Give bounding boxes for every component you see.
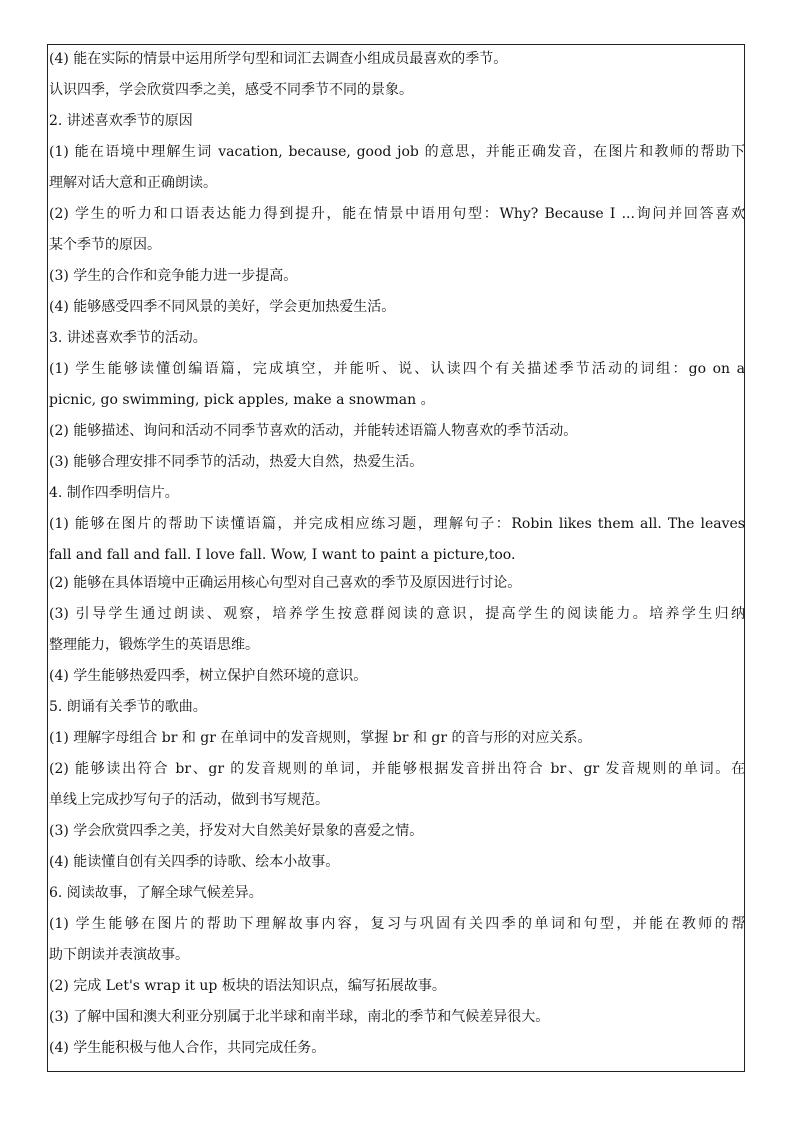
section-heading: 6. 阅读故事，了解全球气候差异。 xyxy=(49,885,263,901)
text-line: (4) 学生能积极与他人合作，共同完成任务。 xyxy=(49,1040,326,1056)
section-heading: 5. 朗诵有关季节的歌曲。 xyxy=(49,699,207,715)
text-line: (1) 理解字母组合 br 和 gr 在单词中的发音规则，掌握 br 和 gr 的音与形的对应关系。 xyxy=(49,730,592,746)
text-line: (2) 学生的听力和口语表达能力得到提升，能在情景中语用句型：Why? Because I ...询问并回答喜欢 xyxy=(49,206,745,222)
section-heading: 3. 讲述喜欢季节的活动。 xyxy=(49,330,207,346)
text-line: (2) 能够读出符合 br、gr 的发音规则的单词，并能够根据发音拼出符合 br、gr 发音规则的单词。在 xyxy=(49,761,745,777)
text-line: (4) 能在实际的情景中运用所学句型和词汇去调查小组成员最喜欢的季节。 xyxy=(49,51,508,67)
text-line: fall and fall and fall. I love fall. Wow, I want to paint a picture,too. xyxy=(49,547,516,563)
text-line: (2) 能够描述、询问和活动不同季节喜欢的活动，并能转述语篇人物喜欢的季节活动。 xyxy=(49,423,578,439)
text-line: (2) 能够在具体语境中正确运用核心句型对自己喜欢的季节及原因进行讨论。 xyxy=(49,575,522,591)
text-line: (3) 学会欣赏四季之美，抒发对大自然美好景象的喜爱之情。 xyxy=(49,823,424,839)
section-heading: 2. 讲述喜欢季节的原因 xyxy=(49,113,193,129)
text-line: (4) 能够感受四季不同风景的美好，学会更加热爱生活。 xyxy=(49,299,396,315)
text-line: (4) 学生能够热爱四季，树立保护自然环境的意识。 xyxy=(49,668,368,684)
text-line: (4) 能读懂自创有关四季的诗歌、绘本小故事。 xyxy=(49,854,340,870)
text-line: (3) 引导学生通过朗读、观察，培养学生按意群阅读的意识，提高学生的阅读能力。培养学生归纳 xyxy=(49,606,745,622)
text-line: 助下朗读并表演故事。 xyxy=(49,947,189,963)
text-line: (2) 完成 Let's wrap it up 板块的语法知识点，编写拓展故事。 xyxy=(49,978,446,994)
text-line: 整理能力，锻炼学生的英语思维。 xyxy=(49,637,259,653)
text-line: picnic, go swimming, pick apples, make a snowman 。 xyxy=(49,392,435,408)
content-table-cell xyxy=(47,44,745,1072)
text-line: (1) 学生能够在图片的帮助下理解故事内容，复习与巩固有关四季的单词和句型，并能在教师的帮 xyxy=(49,916,745,932)
text-line: (1) 学生能够读懂创编语篇，完成填空，并能听、说、认读四个有关描述季节活动的词组：go on a xyxy=(49,361,745,377)
section-heading: 4. 制作四季明信片。 xyxy=(49,485,179,501)
text-line: 认识四季，学会欣赏四季之美，感受不同季节不同的景象。 xyxy=(49,82,413,98)
text-line: (3) 能够合理安排不同季节的活动，热爱大自然，热爱生活。 xyxy=(49,454,424,470)
text-line: (1) 能在语境中理解生词 vacation, because, good job 的意思，并能正确发音，在图片和教师的帮助下 xyxy=(49,144,745,160)
text-line: (3) 学生的合作和竞争能力进一步提高。 xyxy=(49,268,298,284)
text-line: 理解对话大意和正确朗读。 xyxy=(49,175,217,191)
text-line: 某个季节的原因。 xyxy=(49,237,161,253)
text-line: 单线上完成抄写句子的活动，做到书写规范。 xyxy=(49,792,329,808)
text-line: (3) 了解中国和澳大利亚分别属于北半球和南半球，南北的季节和气候差异很大。 xyxy=(49,1009,550,1025)
text-line: (1) 能够在图片的帮助下读懂语篇，并完成相应练习题，理解句子：Robin likes them all. The leaves xyxy=(49,516,745,532)
